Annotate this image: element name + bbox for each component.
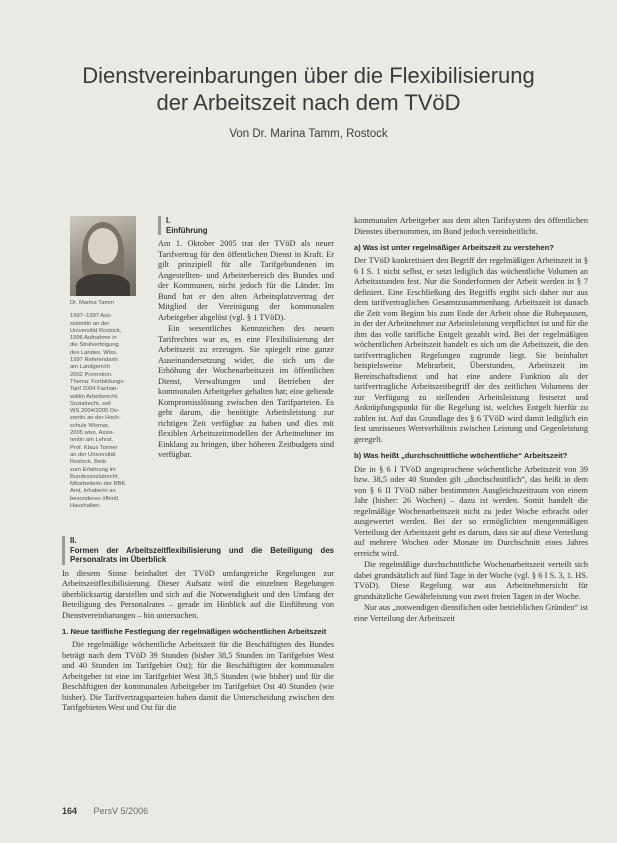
section-2-title: Formen der Arbeitszeitflexibilisierung und die Beteiligung des Personalrats im Überblick xyxy=(70,545,334,564)
article-title xyxy=(0,62,617,116)
author-bio-line: 1996 Aufnahme in xyxy=(70,335,117,342)
page-footer xyxy=(62,806,148,816)
section-2-heading xyxy=(62,536,334,565)
author-bio-line: Sozialrecht, seit xyxy=(70,400,111,407)
section-2-number: II. xyxy=(70,536,77,545)
subsection-b-paragraph: Nur aus „notwendigen dienstlichen oder betrieblichen Gründen“ ist eine Verteilung der Arbeitszeit xyxy=(354,603,588,623)
author-sidebar xyxy=(70,216,148,510)
subsection-b-heading: b) Was heißt „durchschnittliche wöchentliche“ Arbeitszeit? xyxy=(354,451,568,461)
author-bio-line: tentin am Lehrst. xyxy=(70,437,114,444)
author-caption xyxy=(70,300,148,510)
column-2-intro: kommunalen Arbeitgeber aus dem alten Tarifsystem des öffentlichen Dienstes übernommen, im Bund jedoch vereinheitlicht. xyxy=(354,216,588,236)
author-bio-line: zum Erfahrung im xyxy=(70,466,116,473)
subsection-b-paragraph: Die in § 6 I TVöD angesprochene wöchentliche Arbeitszeit von 39 bzw. 38,5 oder 40 Stunden gilt „durchschnittlich“, das heißt in dem von § 6 II TVöD näher bestimmten Ausgleichszeitraum von einem Jahr (bisher: 26 Wochen) – dazu ist werden. Somit handelt die regelmäßige Wochenarbeitszeit nicht zu jeder Woche erbracht oder ausgewertet werden. Bei der so ermöglichten mengenmäßigen Verteilung der Arbeitszeit geht es darum, dass sie auf diese Verteilung auf mehrere Wochen oder Monate im Durchschnitt eines Jahres erreicht wird. xyxy=(354,464,588,558)
author-bio-line: Mitarbeiterin der RBK xyxy=(70,481,126,488)
journal-reference: PersV 5/2006 xyxy=(93,806,149,816)
column-1-top xyxy=(158,216,334,462)
author-bio-line: 2005 wiss. Assis- xyxy=(70,430,115,437)
author-bio-line: besonderen öffentl. xyxy=(70,495,120,502)
title-line-1: Dienstvereinbarungen über die Flexibilisierung xyxy=(82,63,535,88)
section-1-title: Einführung xyxy=(166,225,208,235)
subsection-1-heading: 1. Neue tarifliche Festlegung der regelmäßigen wöchentlichen Arbeitszeit xyxy=(62,627,327,636)
author-bio-line: an der Universität xyxy=(70,451,116,458)
author-bio-line: sistentin an der xyxy=(70,320,110,327)
author-photo xyxy=(70,216,136,296)
author-bio-line: Haushalten. xyxy=(70,503,101,510)
subsection-b-paragraph: Die regelmäßige durchschnittliche Wochenarbeitszeit verteilt sich dabei grundsätzlich auf fünf Tage in der Woche (vgl. § 6 I S. 3, 1. HS. TVöD). Diese Regelung war aus Arbeitnehmersicht für grundsätzliche Gewährleistung von zwei freien Tagen in der Woche. xyxy=(354,560,588,601)
section-1-heading xyxy=(158,216,334,235)
subsection-a-heading: a) Was ist unter regelmäßiger Arbeitszeit zu verstehen? xyxy=(354,243,554,252)
subsection-a-paragraph: Der TVöD konkretisiert den Begriff der regelmäßigen Arbeitszeit in § 6 I S. 1 nicht selbst, er setzt lediglich das wöchentliche Volumen an Arbeitsstunden fest. Nur die Sonderformen der Arbeit werden in § 7 definiert. Eine Erschließung des Begriffs ergibt sich daher nur aus dem tarifvertraglichen Gesamtzusammenhang. Arbeitszeit ist danach die Zeit vom Beginn bis zum Ende der Arbeit ohne die Ruhepausen, in der der Arbeitnehmer zur Arbeitsleistung verpflichtet ist und für die ihm das volle tarifliche Entgelt gezahlt wird. Bei der regelmäßigen wöchentlichen Arbeitszeit handelt es sich um die Arbeitszeit, die den tarifvertraglichen Regelungen zugrunde liegt. Sie beinhaltet beispielsweise Mehrarbeit, Überstunden, Arbeitszeit im Bereitschaftsdienst und hat eine andere Funktion als der tarifvertragliche Arbeitszeitbegriff der des zeitlichen Volumens der zur Verfügung zu stellenden Arbeitsleistung festsetzt und Anknüpfungspunkt für die Regelung ist, welches Entgelt hierfür zu zahlen ist. Auf das Grundlage des § 6 TVöD wird damit lediglich ein fest umrissenes Wertverhältnis zwischen Leistung und Gegenleistung geregelt. xyxy=(354,256,588,444)
author-bio-line: wältin Arbeitsrecht, xyxy=(70,393,119,400)
author-bio-line: Amt, Inhaberin an xyxy=(70,488,116,495)
author-bio-line: 2002 Promotion. xyxy=(70,371,113,378)
author-bio-line: schule Wismar, xyxy=(70,422,110,429)
author-bio-line: Thema: Fortbildungs- xyxy=(70,378,126,385)
author-bio-line: des Landes. Wiss. xyxy=(70,349,118,356)
author-bio-line: Bundessozialrecht, xyxy=(70,473,119,480)
column-2 xyxy=(354,216,588,625)
author-bio-line: 1997–1997 Ass- xyxy=(70,313,112,320)
section-1-paragraph: Ein wesentliches Kennzeichen des neuen Tarifrechtes war es, es eine Flexibilisierung der Arbeitszeit zu erzeugen. Sie spiegelt eine ganze Auseinandersetzung wider, die sich um die Erhöhung der Wochenarbeitszeit im öffentlichen Dienst, Verwaltungen und Betrieben der kommunalen Arbeitgeber gehalten hat; eine geltende Kompromisslösung zwischen den Tarifparteien. Es geht darum, die benötigte Arbeitsleistung zur richtigen Zeit verfügbar zu haben und dies mit flexiblen Arbeitszeitmodellen der Arbeitnehmer im Einklang zu bringen, über höheren Zeitbudgets sind verfügbar. xyxy=(158,324,334,459)
page-number: 164 xyxy=(62,806,78,816)
author-bio-line: Universität Rostock, xyxy=(70,327,122,334)
author-bio-line: Prof. Klaus Tonner xyxy=(70,444,118,451)
author-caption-name: Dr. Marina Tamm xyxy=(70,300,115,306)
author-bio-line: 1997 Referendarin xyxy=(70,357,119,364)
subsection-1-paragraph: Die regelmäßige wöchentliche Arbeitszeit für die Beschäftigten des Bundes beträgt nach dem TVöD 39 Stunden (bisher 38,5 Stunden im Tarifgebiet West und 40 Stunden im Tarifgebiet Ost); für die Beschäftigten der kommunalen Arbeitgeber ist eine im Tarifgebiet West 38,5 Stunden (wie bisher) und für die Beschäftigten der kommunalen Arbeitgeber im Tarifgebiet Ost 40 Stunden (wie bisher). Die Tarifvertragsparteien haben damit die Unterscheidung zwischen den Tarifgebieten West und Ost für die xyxy=(62,640,334,713)
author-bio-line: Rostock, Beitr. xyxy=(70,459,108,466)
author-bio-line: am Landgericht xyxy=(70,364,110,371)
author-bio xyxy=(70,313,148,510)
section-1-paragraph: Am 1. Oktober 2005 trat der TVöD als neuer Tarifvertrag für den öffentlichen Dienst in Kraft. Er gilt prinzipiell für alle Tarifgebundenen im Angestellten- und Arbeiterbereich des Bundes und der Kommunen, nicht jedoch für die Länder. Im Bund hat er den alten Arbeitsplatzvertrag der Mitglied der Vereinigung der kommunalen Arbeitgeber abgelöst (vgl. § 1 TVöD). xyxy=(158,239,334,322)
author-bio-line: WS 2004/2005 Do- xyxy=(70,408,120,415)
author-bio-line: Tarif 2004 Fachan- xyxy=(70,386,119,393)
article-author: Von Dr. Marina Tamm, Rostock xyxy=(229,128,388,140)
author-bio-line: die Strafverfolgung xyxy=(70,342,119,349)
author-bio-line: zentin an der Hoch- xyxy=(70,415,121,422)
column-1-bottom xyxy=(62,536,334,715)
section-2-paragraph: In diesem Sinne beinhaltet der TVöD umfangreiche Regelungen zur Arbeitszeitflexibilisierung. Dieser Aufsatz wird die einzelnen Regelungen überblicksartig darstellen und sich auf die Notwendigkeit und den Umfang der Beteiligung des Personalrates – gerade im Hinblick auf die Einführung von Dienstvereinbarungen – hin untersuchen. xyxy=(62,568,334,620)
title-line-2: der Arbeitszeit nach dem TVöD xyxy=(156,90,461,115)
section-1-number: I. xyxy=(166,216,171,225)
